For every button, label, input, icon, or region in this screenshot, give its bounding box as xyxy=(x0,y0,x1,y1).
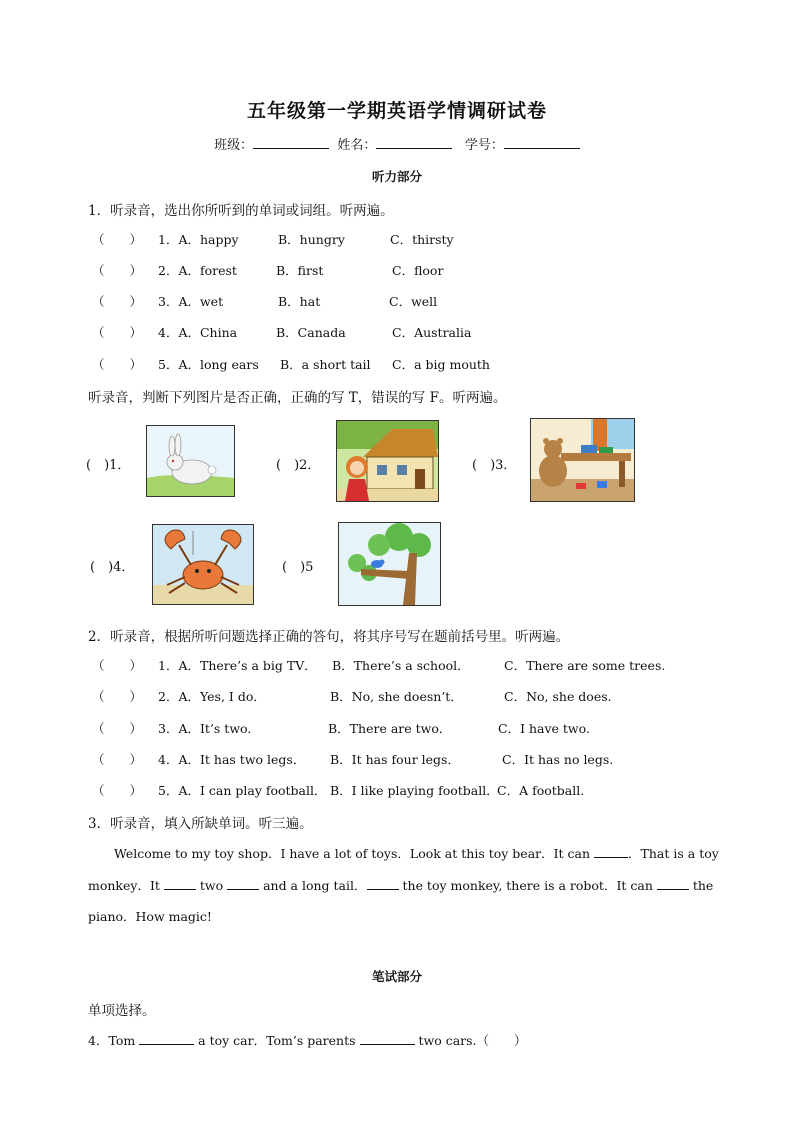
option-c: C．a big mouth xyxy=(392,357,490,372)
option-a: 4．A．China xyxy=(158,325,238,340)
q1-prompt: 1．听录音，选出你所听到的单词或词组。听两遍。 xyxy=(88,203,394,219)
fill-blank-3[interactable] xyxy=(227,878,259,890)
written-section-title: 笔试部分 xyxy=(371,969,422,984)
answer-bracket[interactable]: （ ） xyxy=(92,752,143,767)
q4-text: 4．Tom xyxy=(88,1033,140,1048)
passage-text: monkey．It xyxy=(88,878,164,893)
option-b: B．There’s a school． xyxy=(332,658,470,673)
q2-row xyxy=(92,750,732,770)
option-b: B．hungry xyxy=(278,232,345,247)
passage-line-3: piano．How magic! xyxy=(88,909,212,924)
option-a: 5．A．long ears xyxy=(158,357,259,372)
judge-label-5[interactable]: ( )5 xyxy=(282,560,314,575)
option-c: C．thirsty xyxy=(390,232,454,247)
option-c: C．A football. xyxy=(497,783,585,798)
class-label: 班级： xyxy=(214,138,254,153)
option-c: C．No, she does. xyxy=(504,689,612,704)
passage-text: the toy monkey, there is a robot．It can xyxy=(398,878,657,893)
q4-blank-2[interactable] xyxy=(360,1033,415,1045)
q2-row xyxy=(92,656,732,676)
fill-blank-1[interactable] xyxy=(594,846,628,858)
option-a: 1．A．There’s a big TV． xyxy=(158,658,317,673)
option-c: C．floor xyxy=(392,263,444,278)
option-a: 4．A．It has two legs． xyxy=(158,752,306,767)
passage-text: and a long tail． xyxy=(259,878,367,893)
q4-text[interactable]: two cars.（ ） xyxy=(414,1033,527,1048)
passage-line-2 xyxy=(88,876,713,894)
option-a: 3．A．wet xyxy=(158,294,224,309)
option-a: 5．A．I can play football． xyxy=(158,783,327,798)
answer-bracket[interactable]: （ ） xyxy=(92,658,143,673)
fill-blank-4[interactable] xyxy=(367,878,399,890)
q3-prompt: 3．听录音，填入所缺单词。听三遍。 xyxy=(88,816,313,832)
option-c: C．There are some trees. xyxy=(504,658,666,673)
option-a: 1．A．happy xyxy=(158,232,239,247)
option-c: C．Australia xyxy=(392,325,472,340)
answer-bracket[interactable]: （ ） xyxy=(92,721,143,736)
page-title: 五年级第一学期英语学情调研试卷 xyxy=(246,100,547,122)
judge-label-2[interactable]: ( )2． xyxy=(276,458,321,473)
bear-desk-picture xyxy=(530,418,635,502)
option-b: B．No, she doesn’t． xyxy=(330,689,463,704)
q1-row xyxy=(92,261,732,281)
judge-prompt: 听录音，判断下列图片是否正确，正确的写 T，错误的写 F。听两遍。 xyxy=(88,390,507,406)
q1-row xyxy=(92,323,732,343)
q1-row xyxy=(92,230,732,250)
q2-prompt: 2．听录音，根据所听问题选择正确的答句，将其序号写在题前括号里。听两遍。 xyxy=(88,629,570,645)
judge-label-4[interactable]: ( )4． xyxy=(90,560,135,575)
fill-blank-2[interactable] xyxy=(164,878,196,890)
q4-line xyxy=(88,1031,527,1049)
id-blank[interactable] xyxy=(504,136,580,149)
q1-row xyxy=(92,355,732,375)
passage-text: ．That is a toy xyxy=(628,846,719,861)
listening-section-title: 听力部分 xyxy=(371,169,422,184)
answer-bracket[interactable]: （ ） xyxy=(92,357,143,372)
q1-row xyxy=(92,292,732,312)
answer-bracket[interactable]: （ ） xyxy=(92,783,143,798)
option-c: C．well xyxy=(389,294,438,309)
option-a: 3．A．It’s two． xyxy=(158,721,261,736)
fill-blank-5[interactable] xyxy=(657,878,689,890)
judge-label-3[interactable]: ( )3． xyxy=(472,458,517,473)
option-b: B．first xyxy=(276,263,324,278)
option-a: 2．A．Yes, I do． xyxy=(158,689,266,704)
passage-line-1 xyxy=(114,844,719,862)
option-a: 2．A．forest xyxy=(158,263,237,278)
q2-row xyxy=(92,719,732,739)
option-b: B．It has four legs． xyxy=(330,752,460,767)
q4-text: a toy car．Tom’s parents xyxy=(194,1033,360,1048)
option-b: B．Canada xyxy=(276,325,346,340)
option-b: B．I like playing football． xyxy=(330,783,499,798)
option-b: B．There are two． xyxy=(328,721,452,736)
passage-text: the xyxy=(688,878,714,893)
name-blank[interactable] xyxy=(376,136,452,149)
rabbit-picture xyxy=(146,425,235,497)
answer-bracket[interactable]: （ ） xyxy=(92,232,143,247)
judge-label-1[interactable]: ( )1． xyxy=(86,458,131,473)
option-b: B．hat xyxy=(278,294,321,309)
class-blank[interactable] xyxy=(253,136,329,149)
tree-bird-picture xyxy=(338,522,441,606)
name-label: 姓名： xyxy=(337,138,377,153)
single-choice-heading: 单项选择。 xyxy=(88,1003,156,1019)
q2-row xyxy=(92,781,732,801)
student-info xyxy=(0,134,794,153)
crab-picture xyxy=(152,524,254,605)
q4-blank-1[interactable] xyxy=(139,1033,194,1045)
answer-bracket[interactable]: （ ） xyxy=(92,325,143,340)
passage-text: two xyxy=(195,878,228,893)
q2-row xyxy=(92,687,732,707)
option-c: C．I have two. xyxy=(498,721,590,736)
house-girl-picture xyxy=(336,420,439,502)
option-c: C．It has no legs. xyxy=(502,752,614,767)
id-label: 学号： xyxy=(464,138,504,153)
answer-bracket[interactable]: （ ） xyxy=(92,689,143,704)
option-b: B．a short tail xyxy=(280,357,371,372)
answer-bracket[interactable]: （ ） xyxy=(92,263,143,278)
answer-bracket[interactable]: （ ） xyxy=(92,294,143,309)
passage-text: Welcome to my toy shop．I have a lot of toys．Look at this toy bear．It can xyxy=(114,846,595,861)
